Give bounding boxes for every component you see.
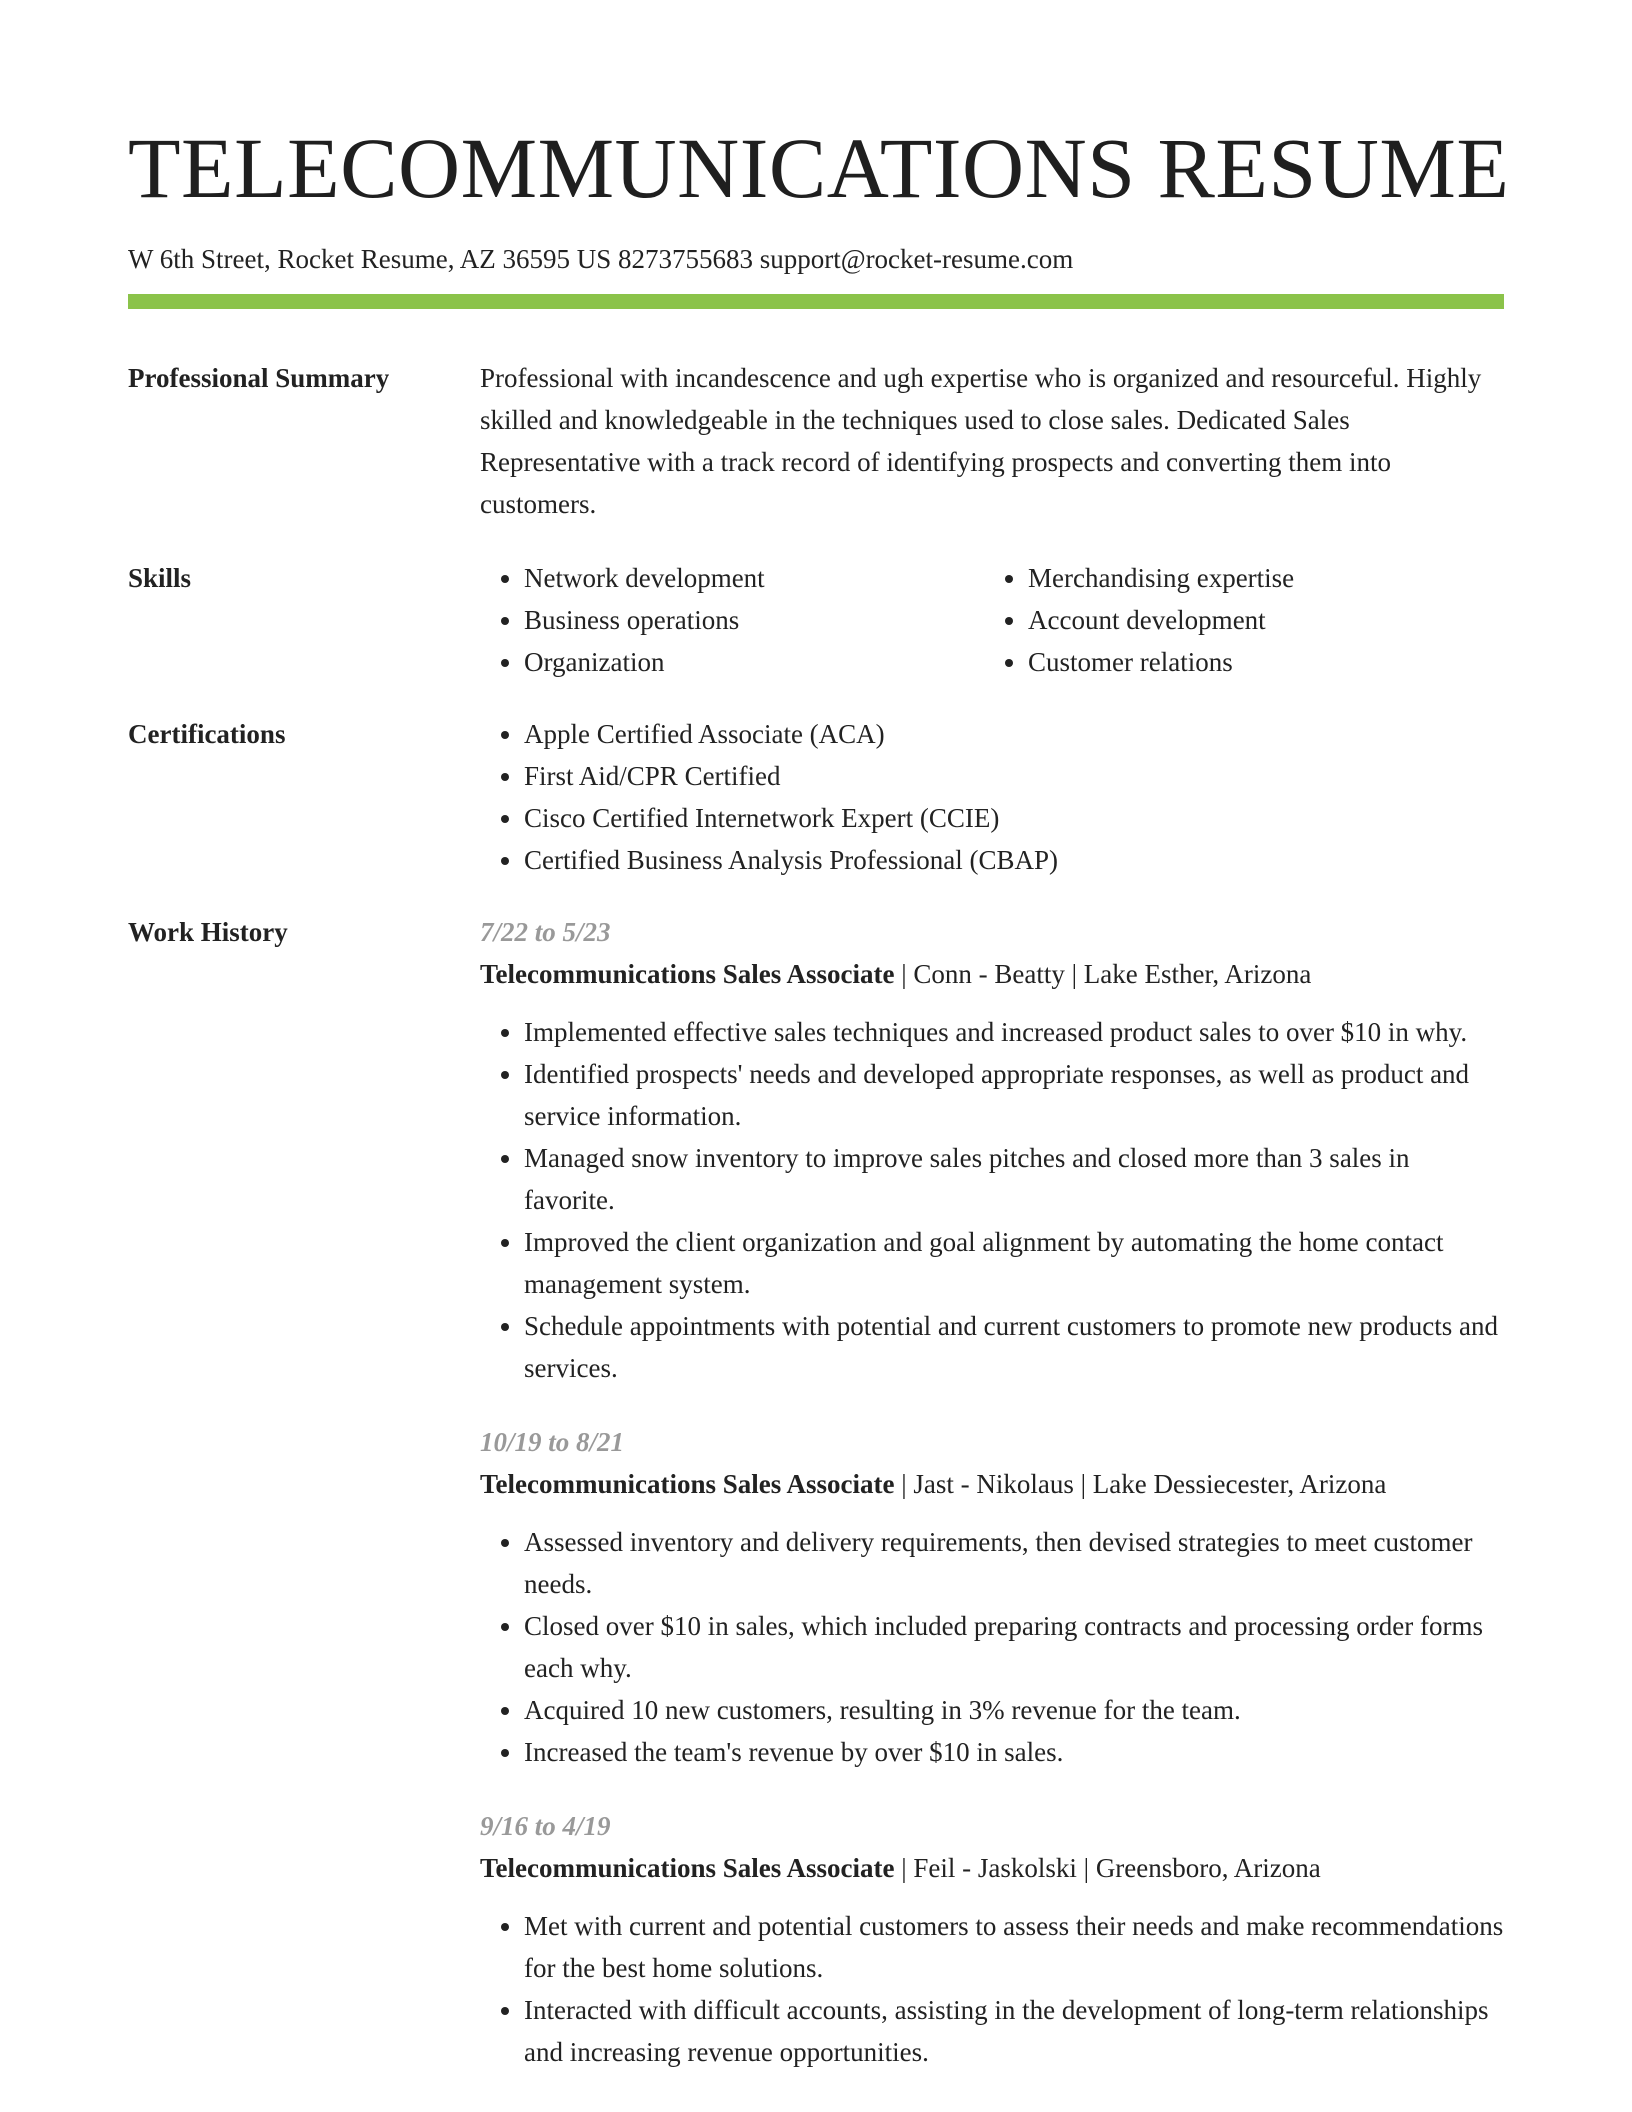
skill-item: • Business operations — [524, 599, 984, 641]
section-label-work-history: Work History — [128, 917, 288, 947]
section-label-certifications: Certifications — [128, 719, 286, 749]
skill-item: • Customer relations — [1028, 641, 1488, 683]
job-heading — [480, 1847, 1504, 1889]
job-heading — [480, 1463, 1504, 1505]
skills-section — [128, 557, 1504, 683]
skills-content — [480, 557, 1504, 683]
skill-item: • Organization — [524, 641, 984, 683]
job-dates: 10/19 to 8/21 — [480, 1427, 625, 1457]
job-entry — [480, 1421, 1504, 1773]
job-entry — [480, 911, 1504, 1389]
job-bullet: • Managed snow inventory to improve sales pitches and closed more than 3 sales in favorite. — [524, 1137, 1504, 1221]
work-history-section — [128, 911, 1504, 2073]
skills-column-2 — [984, 557, 1488, 683]
section-label-skills: Skills — [128, 563, 192, 593]
certification-item: • First Aid/CPR Certified — [524, 755, 1504, 797]
summary-section — [128, 357, 1504, 525]
job-title: Telecommunications Sales Associate — [480, 1853, 895, 1883]
job-dates: 7/22 to 5/23 — [480, 917, 611, 947]
job-bullets — [480, 1905, 1504, 2073]
certification-item: • Certified Business Analysis Professional (CBAP) — [524, 839, 1504, 881]
job-bullet: • Implemented effective sales techniques and increased product sales to over $10 in why. — [524, 1011, 1504, 1053]
job-bullet: • Acquired 10 new customers, resulting in 3% revenue for the team. — [524, 1689, 1504, 1731]
job-dates: 9/16 to 4/19 — [480, 1811, 611, 1841]
job-entry — [480, 1805, 1504, 2073]
job-bullet: • Identified prospects' needs and developed appropriate responses, as well as product and service information. — [524, 1053, 1504, 1137]
job-bullet: • Schedule appointments with potential and current customers to promote new products and services. — [524, 1305, 1504, 1389]
job-bullet: • Closed over $10 in sales, which included preparing contracts and processing order forms each why. — [524, 1605, 1504, 1689]
skill-item: • Account development — [1028, 599, 1488, 641]
job-bullet: • Interacted with difficult accounts, assisting in the development of long-term relationships and increasing revenue opportunities. — [524, 1989, 1504, 2073]
certifications-section — [128, 713, 1504, 881]
skill-item: • Merchandising expertise — [1028, 557, 1488, 599]
work-history-content — [480, 911, 1504, 2073]
job-details: | Feil - Jaskolski | Greensboro, Arizona — [894, 1853, 1321, 1883]
contact-line: W 6th Street, Rocket Resume, AZ 36595 US 8273755683 support@rocket-resume.com — [128, 244, 1074, 274]
job-title: Telecommunications Sales Associate — [480, 959, 895, 989]
job-bullet: • Increased the team's revenue by over $10 in sales. — [524, 1731, 1504, 1773]
job-bullet: • Assessed inventory and delivery requirements, then devised strategies to meet customer needs. — [524, 1521, 1504, 1605]
certifications-content — [480, 713, 1504, 881]
job-heading — [480, 953, 1504, 995]
job-bullet: • Improved the client organization and goal alignment by automating the home contact management system. — [524, 1221, 1504, 1305]
job-title: Telecommunications Sales Associate — [480, 1469, 895, 1499]
certification-item: • Apple Certified Associate (ACA) — [524, 713, 1504, 755]
skills-column-1 — [480, 557, 984, 683]
certifications-list — [480, 713, 1504, 881]
skills-grid — [480, 557, 1504, 683]
job-bullet: • Met with current and potential customers to assess their needs and make recommendations for the best home solutions. — [524, 1905, 1504, 1989]
job-bullets — [480, 1011, 1504, 1389]
summary-text: Professional with incandescence and ugh expertise who is organized and resourceful. Highly skilled and knowledgeable in the techniques used to close sales. Dedicated Sales Representative with a track record of identifying prospects and converting them into customers. — [480, 363, 1482, 519]
certification-item: • Cisco Certified Internetwork Expert (CCIE) — [524, 797, 1504, 839]
job-bullets — [480, 1521, 1504, 1773]
job-details: | Conn - Beatty | Lake Esther, Arizona — [894, 959, 1312, 989]
job-details: | Jast - Nikolaus | Lake Dessiecester, Arizona — [894, 1469, 1387, 1499]
skill-item: • Network development — [524, 557, 984, 599]
resume-title: TELECOMMUNICATIONS RESUME — [128, 120, 1510, 216]
section-label-summary: Professional Summary — [128, 363, 390, 393]
accent-divider — [128, 294, 1504, 309]
